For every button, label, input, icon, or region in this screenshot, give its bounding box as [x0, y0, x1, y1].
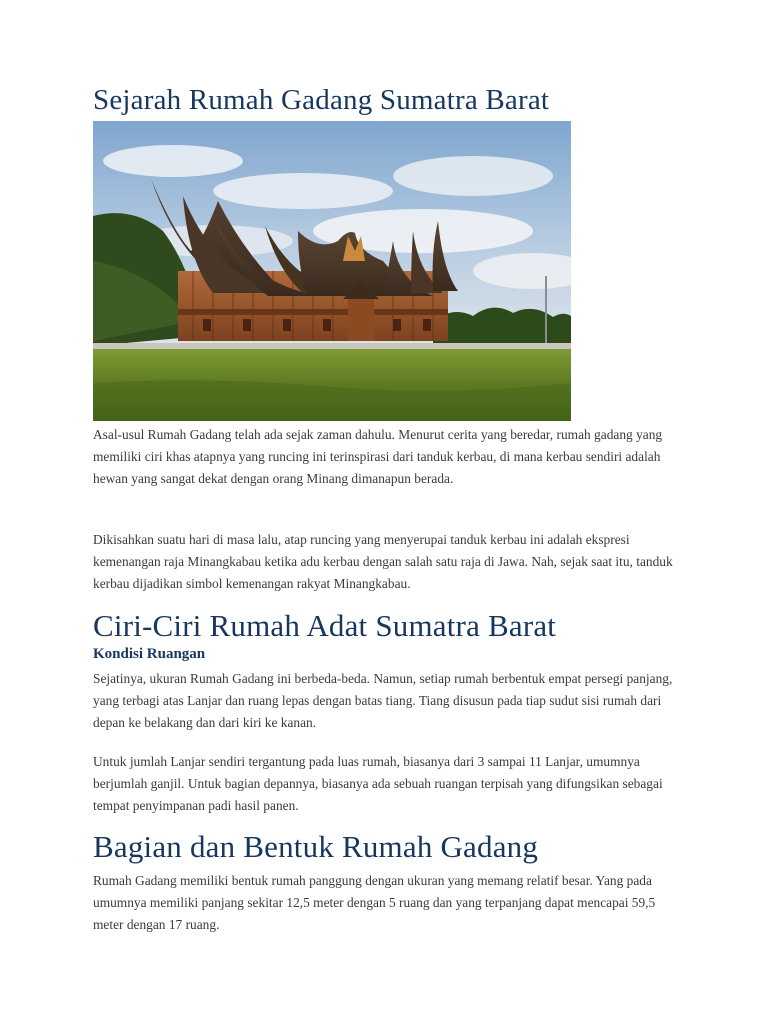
- section-heading-ciri: Ciri-Ciri Rumah Adat Sumatra Barat: [93, 608, 557, 643]
- bagian-paragraph-1: Rumah Gadang memiliki bentuk rumah panggung dengan ukuran yang memang relatif besar. Yang pada umumnya memiliki panjang sekitar 12,5 meter dengan 5 ruang dan yang terpanjang dapat mencapai 59,5 meter dengan 17 ruang.: [93, 873, 656, 932]
- subheading-kondisi-ruangan: Kondisi Ruangan: [93, 646, 206, 662]
- history-paragraph-2: Dikisahkan suatu hari di masa lalu, atap runcing yang menyerupai tanduk kerbau ini adalah ekspresi kemenangan raja Minangkabau ketika adu kerbau dengan salah satu raja di Jawa. Nah, sejak saat itu, tanduk kerbau dijadikan simbol kemenangan rakyat Minangkabau.: [93, 532, 673, 591]
- ciri-paragraph-2: Untuk jumlah Lanjar sendiri tergantung pada luas rumah, biasanya dari 3 sampai 11 Lanjar, umumnya berjumlah ganjil. Untuk bagian depannya, biasanya ada sebuah ruangan terpisah yang difungsikan sebagai tempat penyimpanan padi hasil panen.: [93, 754, 663, 813]
- page-title: Sejarah Rumah Gadang Sumatra Barat: [93, 84, 550, 116]
- ciri-paragraph-1: Sejatinya, ukuran Rumah Gadang ini berbeda-beda. Namun, setiap rumah berbentuk empat persegi panjang, yang terbagi atas Lanjar dan ruang lepas dengan batas tiang. Tiang disusun pada tiap sudut sisi rumah dari depan ke belakang dan dari kiri ke kanan.: [93, 671, 673, 730]
- history-paragraph-1: Asal-usul Rumah Gadang telah ada sejak zaman dahulu. Menurut cerita yang beredar, rumah gadang yang memiliki ciri khas atapnya yang runcing ini terinspirasi dari tanduk kerbau, di mana kerbau sendiri adalah hewan yang sangat dekat dengan orang Minang dimanapun berada.: [93, 427, 663, 486]
- rumah-gadang-photo: [93, 121, 571, 421]
- section-heading-bagian: Bagian dan Bentuk Rumah Gadang: [93, 829, 539, 864]
